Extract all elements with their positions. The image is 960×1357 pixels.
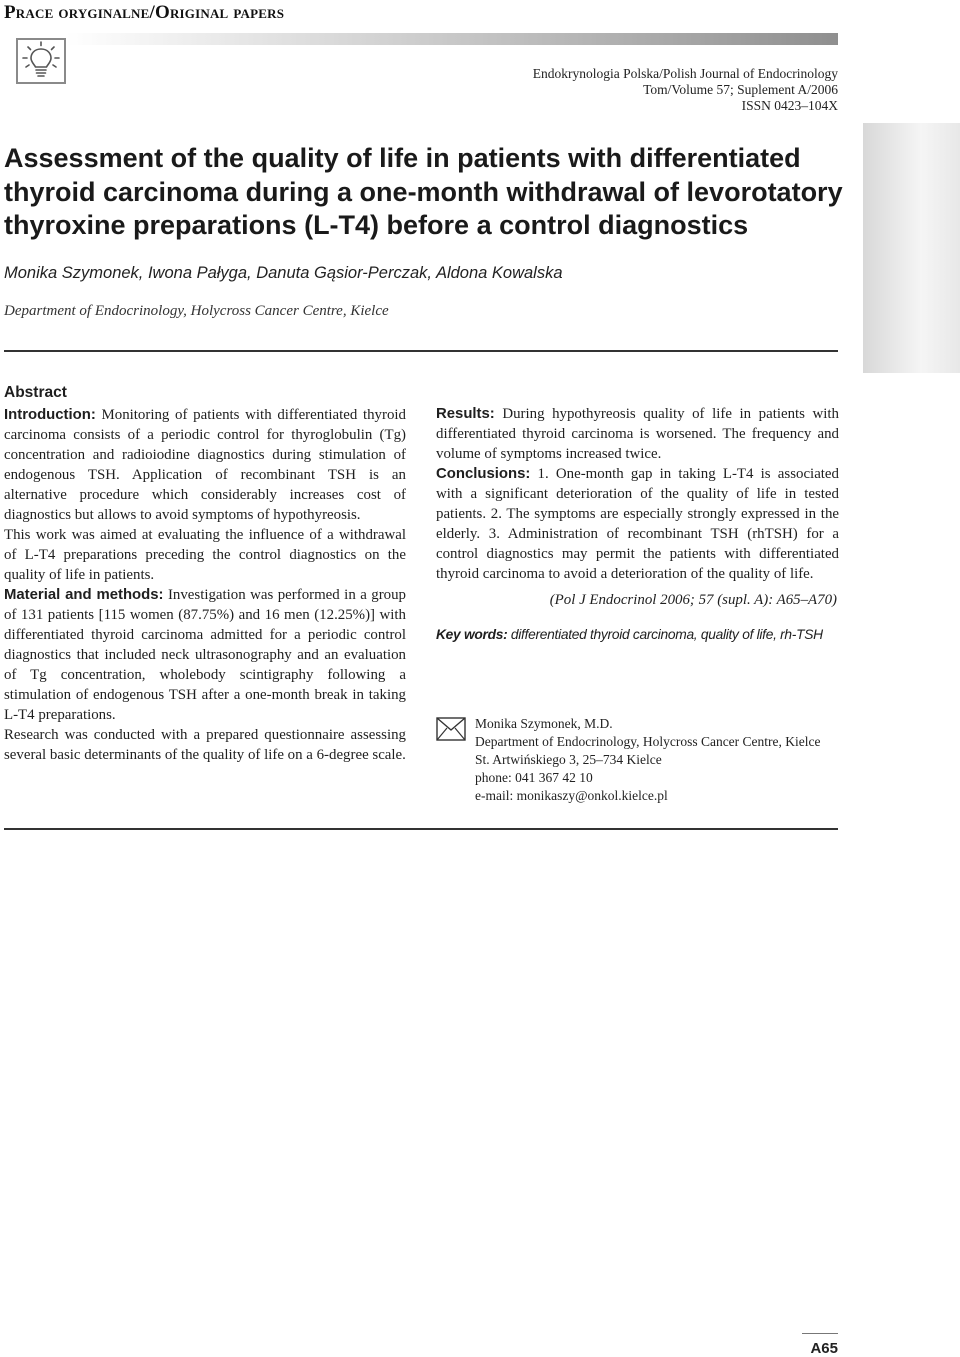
keywords [436, 625, 839, 645]
bottom-divider [4, 828, 838, 830]
page-number-rule [802, 1333, 838, 1334]
keywords-label: Key words: [436, 627, 508, 642]
conclusions-text: 1. One-month gap in taking L-T4 is associated with a significant deterioration of the quality of life in tested patients. 2. The symptoms are especially strongly expressed in the elderly. 3. Administration of recombinant TSH (rhTSH) for a control diagnostics may permit the patients with differentiated thyroid carcinoma to avoid a deterioration of the quality of life. [436, 466, 839, 582]
header-gradient-bar [66, 33, 838, 45]
results-text: During hypothyreosis quality of life in patients with differentiated thyroid carcinoma is worsened. The frequency and volume of symptoms increased twice. [436, 406, 839, 462]
section-label: Prace oryginalne/Original papers [4, 2, 285, 23]
journal-name: Endokrynologia Polska/Polish Journal of Endocrinology [532, 66, 838, 81]
side-decoration [863, 123, 960, 373]
introduction-text: Monitoring of patients with differentiated thyroid carcinoma consists of a periodic control for thyroglobulin (Tg) concentration and radioiodine diagnostics during stimulation of endogenous TSH. Application of recombinant TSH is an alternative procedure which considerably increases cost of diagnostics but allows to avoid symptoms of hypothyreosis. [4, 407, 406, 523]
article-authors: Monika Szymonek, Iwona Pałyga, Danuta Gąsior-Perczak, Aldona Kowalska [4, 264, 563, 282]
results-label: Results: [436, 406, 495, 422]
envelope-icon [436, 717, 466, 741]
contact-street: St. Artwińskiego 3, 25–734 Kielce [475, 752, 662, 767]
keywords-text: differentiated thyroid carcinoma, quality of life, rh-TSH [510, 627, 823, 642]
title-line: thyroxine preparations (L-T4) before a control diagnostics [4, 210, 749, 240]
conclusions-label: Conclusions: [436, 466, 531, 482]
journal-issn: ISSN 0423–104X [741, 98, 838, 113]
abstract-left-column [4, 383, 406, 765]
title-line: thyroid carcinoma during a one-month withdrawal of levorotatory [4, 176, 843, 207]
abstract-results [436, 404, 839, 464]
contact-department: Department of Endocrinology, Holycross Cancer Centre, Kielce [475, 734, 821, 749]
article-affiliation: Department of Endocrinology, Holycross Cancer Centre, Kielce [4, 303, 389, 319]
contact-email: e-mail: monikaszy@onkol.kielce.pl [475, 788, 668, 803]
abstract-heading: Abstract [4, 384, 67, 401]
contact-name: Monika Szymonek, M.D. [475, 716, 613, 731]
journal-info [533, 66, 838, 114]
page-number: A65 [810, 1340, 838, 1357]
top-divider [4, 350, 838, 352]
title-line: Assessment of the quality of life in patients with differentiated [4, 143, 801, 173]
introduction-label: Introduction: [4, 407, 96, 423]
journal-volume: Tom/Volume 57; Suplement A/2006 [643, 82, 838, 97]
contact-phone: phone: 041 367 42 10 [475, 770, 593, 785]
abstract-introduction [4, 405, 406, 525]
correspondence-address [475, 715, 821, 805]
methods-text: Investigation was performed in a group of 131 patients [115 women (87.75%) and 16 men (12.25%)] with differentiated thyroid carcinoma admitted for a periodic control diagnostics that included neck ultrasonography and an evaluation of Tg concentration, wholebody scintigraphy following a stimulation of endogenous TSH after a one-month break in taking L-T4 preparations. [4, 587, 407, 723]
methods-label: Material and methods: [4, 587, 164, 603]
article-title [4, 142, 844, 243]
abstract-conclusions [436, 464, 839, 584]
abstract-aim: This work was aimed at evaluating the influence of a withdrawal of L-T4 preparations preceding the control diagnostics on the quality of life in patients. [4, 527, 406, 583]
abstract-research: Research was conducted with a prepared questionnaire assessing several basic determinants of the quality of life on a 6-degree scale. [4, 727, 406, 763]
abstract-right-column [436, 404, 839, 645]
citation: (Pol J Endocrinol 2006; 57 (supl. A): A65–A70) [549, 592, 837, 608]
lightbulb-icon [16, 38, 66, 84]
abstract-methods [4, 585, 406, 725]
